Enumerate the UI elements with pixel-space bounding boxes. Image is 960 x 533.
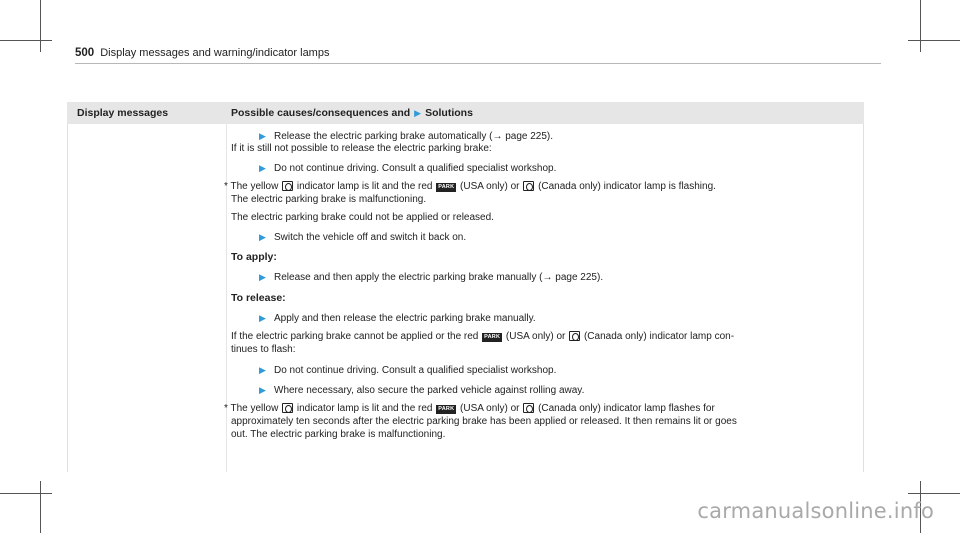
text-line: out. The electric parking brake is malfunctioning. (231, 429, 446, 440)
list-item: ▶ Apply and then release the electric parking brake manually. (259, 313, 536, 324)
list-item: ▶ Where necessary, also secure the parked vehicle against rolling away. (259, 385, 585, 396)
table-body (67, 124, 864, 472)
col-header-causes-label: Possible causes/consequences and (231, 107, 411, 119)
parking-brake-indicator-icon (282, 181, 293, 191)
page-number: 500 (75, 47, 95, 59)
header-rule (75, 63, 881, 64)
triangle-bullet-icon: ▶ (259, 163, 266, 173)
col-header-display-messages: Display messages (77, 107, 169, 119)
watermark: carmanualsonline.info (697, 499, 934, 523)
text-line: The electric parking brake could not be applied or released. (231, 212, 494, 223)
arrow-icon: → (492, 131, 503, 142)
text-line: tinues to flash: (231, 344, 296, 355)
message-table (67, 102, 864, 472)
parking-brake-indicator-icon (569, 331, 580, 341)
col-header-causes (219, 107, 864, 119)
triangle-bullet-icon: ▶ (259, 272, 266, 282)
crop-mark (908, 493, 960, 494)
triangle-bullet-icon: ▶ (259, 385, 266, 395)
table-header (67, 102, 864, 124)
page-reference-link[interactable]: page 225). (505, 131, 554, 142)
park-indicator-icon: PARK (438, 406, 455, 412)
crop-mark (0, 40, 52, 41)
crop-mark (920, 0, 921, 52)
crop-mark (40, 0, 41, 52)
triangle-bullet-icon: ▶ (259, 313, 266, 323)
park-indicator-icon: PARK (438, 184, 455, 190)
text-line: If the electric parking brake cannot be applied or the red PARK (USA only) or (Canada only) indicator lamp con- (231, 331, 735, 342)
col-header-solutions-label: Solutions (425, 107, 473, 119)
running-title: Display messages and warning/indicator lamps (100, 47, 330, 59)
triangle-bullet-icon: ▶ (259, 131, 266, 141)
text-line: * The yellow indicator lamp is lit and the red PARK (USA only) or (Canada only) indicator lamp flashes for (224, 403, 715, 414)
text-line: The electric parking brake is malfunctioning. (231, 194, 427, 205)
parking-brake-indicator-icon (523, 403, 534, 413)
running-header (75, 47, 329, 59)
triangle-bullet-icon: ▶ (259, 365, 266, 375)
list-item: ▶ Switch the vehicle off and switch it back on. (259, 232, 467, 243)
arrow-icon: → (542, 272, 553, 283)
triangle-bullet-icon: ▶ (259, 232, 266, 242)
section-heading: To apply: (231, 251, 277, 263)
list-item: ▶ Release the electric parking brake automatically (→ page 225). (259, 131, 554, 142)
parking-brake-indicator-icon (523, 181, 534, 191)
text-line: If it is still not possible to release the electric parking brake: (231, 143, 492, 154)
list-item: ▶ Release and then apply the electric parking brake manually (→ page 225). (259, 272, 604, 283)
crop-mark (40, 481, 41, 533)
text-line: * The yellow indicator lamp is lit and the red PARK (USA only) or (Canada only) indicator lamp is flashing. (224, 181, 716, 192)
text-line: approximately ten seconds after the electric parking brake has been applied or released. It then remains lit or goes (231, 416, 737, 427)
triangle-bullet-icon: ▶ (414, 107, 422, 118)
list-item: ▶ Do not continue driving. Consult a qualified specialist workshop. (259, 365, 557, 376)
crop-mark (0, 493, 52, 494)
park-indicator-icon: PARK (484, 334, 501, 340)
crop-mark (908, 40, 960, 41)
page-reference-link[interactable]: page 225). (555, 272, 604, 283)
list-item: ▶ Do not continue driving. Consult a qualified specialist workshop. (259, 163, 557, 174)
section-heading: To release: (231, 292, 286, 304)
column-divider (226, 124, 227, 472)
parking-brake-indicator-icon (282, 403, 293, 413)
